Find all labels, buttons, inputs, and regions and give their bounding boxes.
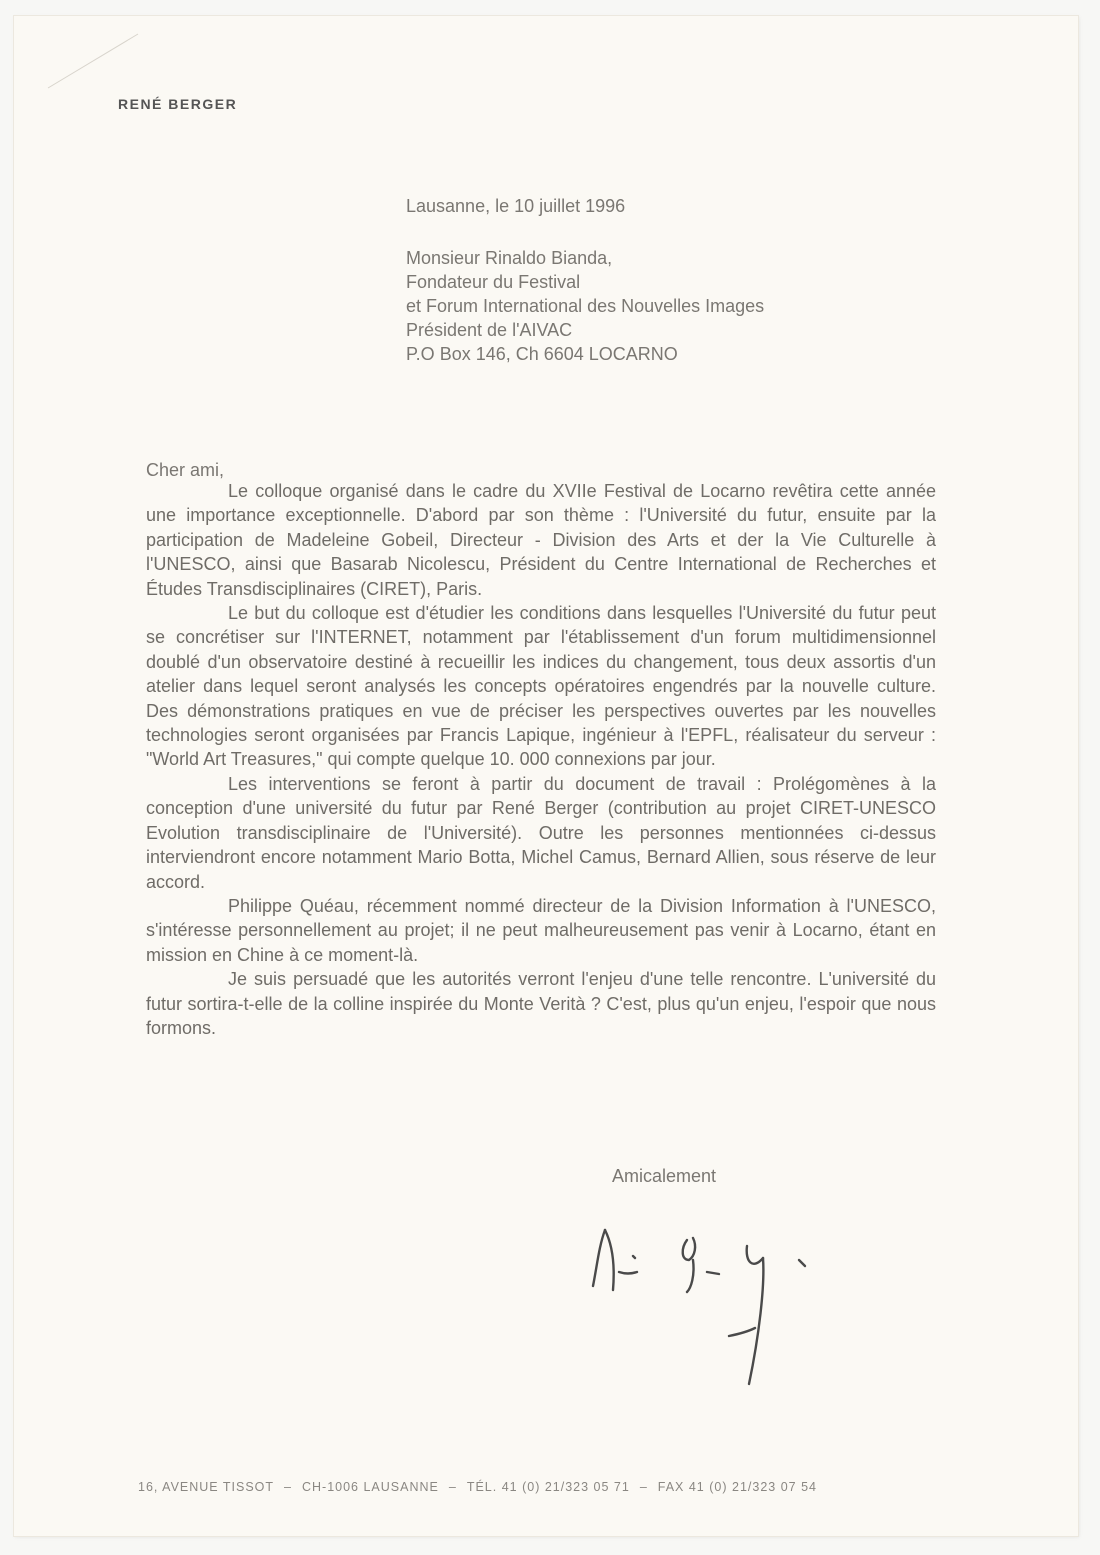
letter-page bbox=[14, 16, 1078, 1536]
footer-city: CH-1006 LAUSANNE bbox=[301, 1480, 439, 1494]
address-line: et Forum International des Nouvelles Images bbox=[406, 296, 765, 316]
closing: Amicalement bbox=[612, 1166, 717, 1186]
letterhead: RENÉ BERGER bbox=[118, 96, 238, 112]
letter-body bbox=[146, 479, 936, 1040]
handwritten-signature bbox=[569, 1216, 849, 1416]
letterhead-footer: 16, AVENUE TISSOT – CH-1006 LAUSANNE – TÉL. 41 (0) 21/323 05 71 – FAX 41 (0) 21/323 07 54 bbox=[138, 1480, 817, 1494]
dateline: Lausanne, le 10 juillet 1996 bbox=[406, 196, 626, 216]
greeting: Cher ami, bbox=[146, 460, 225, 480]
footer-phone: TÉL. 41 (0) 21/323 05 71 bbox=[466, 1480, 630, 1494]
footer-address: 16, AVENUE TISSOT bbox=[138, 1480, 275, 1494]
address-line: Président de l'AIVAC bbox=[406, 320, 573, 340]
address-line: Monsieur Rinaldo Bianda, bbox=[406, 248, 613, 268]
footer-fax: FAX 41 (0) 21/323 07 54 bbox=[657, 1480, 817, 1494]
recipient-address bbox=[406, 246, 764, 366]
body-paragraph: Philippe Quéau, récemment nommé directeur de la Division Information à l'UNESCO, s'intéresse personnellement au projet; il ne peut malheureusement pas venir à Locarno, étant en mission en Chine à ce moment-là. bbox=[146, 895, 936, 965]
body-paragraph: Les interventions se feront à partir du document de travail : Prolégomènes à la conception d'une université du futur par René Berger (contribution au projet CIRET-UNESCO Evolution transdisciplinaire de l'Université). Outre les personnes mentionnées ci-dessus interviendront encore notamment Mario Botta, Michel Camus, Bernard Allien, sous réserve de leur accord. bbox=[146, 773, 936, 892]
body-paragraph: Je suis persuadé que les autorités verront l'enjeu d'une telle rencontre. L'université du futur sortira-t-elle de la colline inspirée du Monte Verità ? C'est, plus qu'un enjeu, l'espoir que nous formons. bbox=[146, 969, 936, 1038]
address-line: P.O Box 146, Ch 6604 LOCARNO bbox=[406, 344, 678, 364]
body-paragraph: Le but du colloque est d'étudier les conditions dans lesquelles l'Université du futur peut se concrétiser sur l'INTERNET, notamment par l'établissement d'un forum multidimensionnel doublé d'un observatoire destiné à recueillir les indices du changement, tous deux assortis d'un atelier dans lequel seront analysés les concepts opératoires engendrés par la nouvelle culture. Des démonstrations pratiques en vue de préciser les perspectives ouvertes par les nouvelles technologies seront organisées par Francis Lapique, ingénieur à l'EPFL, réalisateur du serveur : "World Art Treasures," qui compte quelque 10. 000 connexions par jour. bbox=[146, 603, 936, 770]
pencil-mark bbox=[28, 30, 148, 90]
body-paragraph: Le colloque organisé dans le cadre du XVIIe Festival de Locarno revêtira cette année une importance exceptionnelle. D'abord par son thème : l'Université du futur, ensuite par la participation de Madeleine Gobeil, Directeur - Division des Arts et der la Vie Culturelle à l'UNESCO, ainsi que Basarab Nicolescu, Président du Centre International de Recherches et Études Transdisciplinaires (CIRET), Paris. bbox=[146, 481, 936, 599]
address-line: Fondateur du Festival bbox=[406, 272, 581, 292]
